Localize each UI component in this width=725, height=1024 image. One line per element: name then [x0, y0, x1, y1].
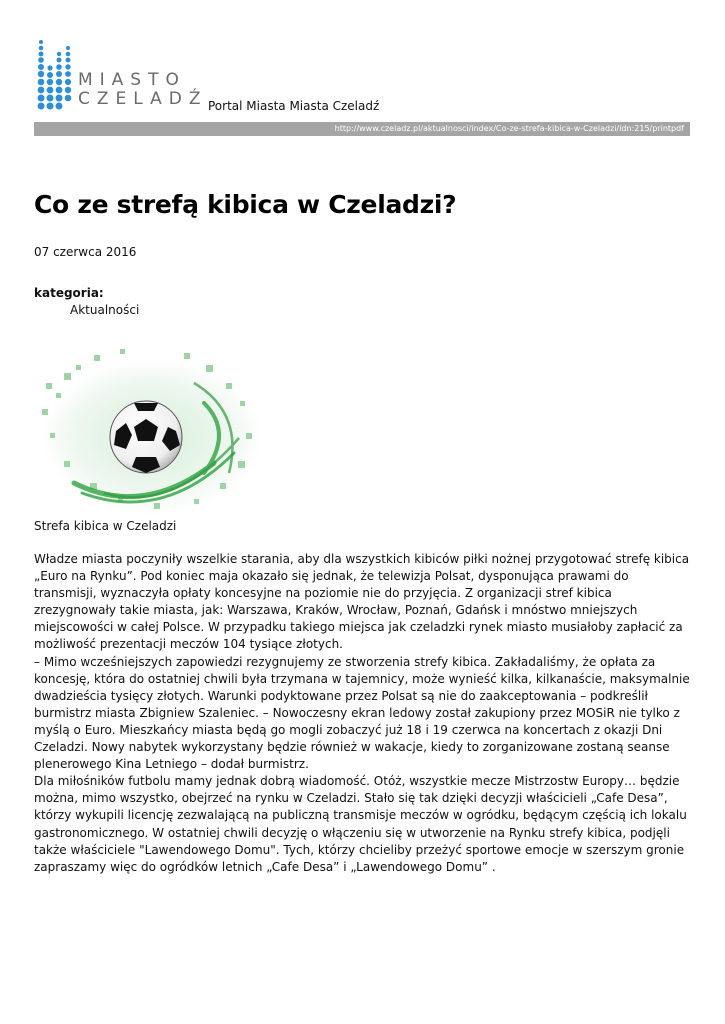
- article-date: 07 czerwca 2016: [34, 245, 137, 259]
- article-image: [34, 343, 266, 515]
- article-title: Co ze strefą kibica w Czeladzi?: [34, 190, 457, 219]
- soccer-ball-icon: [34, 343, 266, 515]
- logo-dots-icon: [36, 40, 76, 110]
- logo-text-line1: MIASTO: [78, 70, 186, 90]
- body-paragraph: Władze miasta poczyniły wszelkie starania, aby dla wszystkich kibiców piłki nożnej przygotować strefę kibica „Euro na Rynku”. Pod koniec maja okazało się jednak, że telewizja Polsat, dysponująca prawami do transmisji, wyznaczyła opłaty koncesyjne na poziomie nie do przyjęcia. Z organizacji stref kibica zrezygnowały takie miasta, jak: Warszawa, Kraków, Wrocław, Poznań, Gdańsk i mnóstwo mniejszych miejscowości w całej Polsce. W przypadku takiego miejsca jak czeladzki rynek miasto musiałoby zapłacić za możliwość prezentacji meczów 104 tysiące złotych.: [34, 552, 690, 652]
- body-paragraph: – Mimo wcześniejszych zapowiedzi rezygnujemy ze stworzenia strefy kibica. Zakładaliśmy, że opłata za koncesję, która do ostatniej chwili była trzymana w tajemnicy, może wynieść kilka, kilkanaście, maksymalnie dwadzieścia tysięcy złotych. Warunki podyktowane przez Polsat są nie do zaakceptowania – podkreślił burmistrz miasta Zbigniew Szaleniec. – Nowoczesny ekran ledowy został zakupiony przez MOSiR nie tylko z myślą o Euro. Mieszkańcy miasta będą go mogli zobaczyć już 18 i 19 czerwca na koncertach z okazji Dni Czeladzi. Nowy nabytek wykorzystany będzie również w wakacje, kiedy to zorganizowane zostaną seanse plenerowego Kina Letniego – dodał burmistrz.: [34, 654, 690, 772]
- logo-text-line2: CZELADŹ: [78, 89, 208, 109]
- site-logo[interactable]: [36, 40, 206, 110]
- article-body: [34, 551, 694, 876]
- category-label: kategoria:: [34, 286, 104, 300]
- portal-name: Portal Miasta Miasta Czeladź: [208, 99, 380, 113]
- source-url-bar[interactable]: http://www.czeladz.pl/aktualnosci/index/Co-ze-strefa-kibica-w-Czeladzi/idn:215/printpdf: [34, 122, 690, 136]
- image-caption: Strefa kibica w Czeladzi: [34, 519, 177, 533]
- category-value[interactable]: Aktualności: [70, 303, 140, 317]
- body-paragraph: Dla miłośników futbolu mamy jednak dobrą wiadomość. Otóż, wszystkie mecze Mistrzostw Europy… będzie można, mimo wszystko, obejrzeć na rynku w Czeladzi. Stało się tak dzięki decyzji właścicieli „Cafe Desa”, którzy wykupili licencję zezwalającą na publiczną transmisje meczów w ogródku, będącym częścią ich lokalu gastronomicznego. W ostatniej chwili decyzję o włączeniu się w utworzenie na Rynku strefy kibica, podjęli także właściciele "Lawendowego Domu". Tych, którzy chcieliby przeżyć sportowe emocje w szerszym gronie zapraszamy więc do ogródków letnich „Cafe Desa” i „Lawendowego Domu” .: [34, 774, 687, 874]
